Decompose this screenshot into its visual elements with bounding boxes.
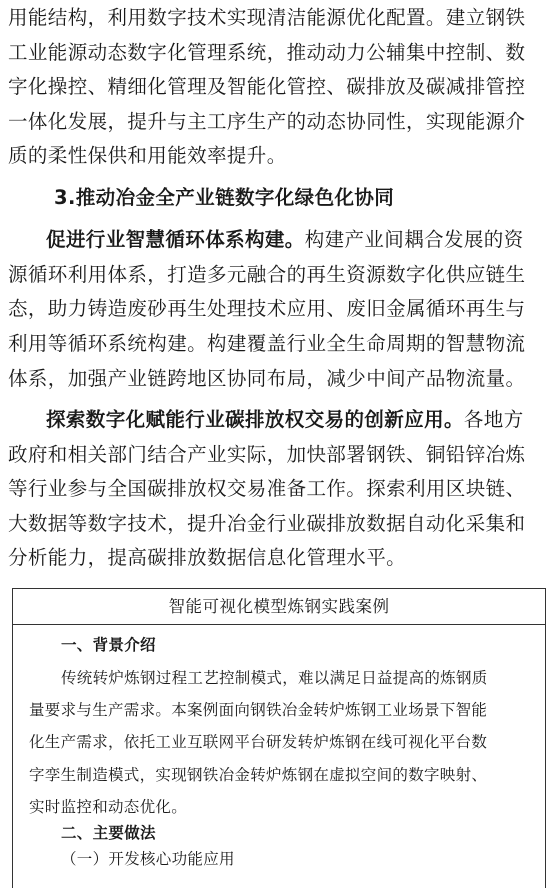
para2-line-3: 等行业参与全国碳排放权交易准备工作。探索利用区块链、 [8,477,526,500]
body-line-4: 一体化发展，提升与主工序生产的动态协同性，实现能源介 [8,110,526,133]
body-line-5: 质的柔性保供和用能效率提升。 [8,144,287,167]
para1-line-3: 态，助力铸造废砂再生处理技术应用、废旧金属循环再生与 [8,297,526,320]
case-section-2-heading: 二、主要做法 [61,824,156,842]
para1-line-5: 体系，加强产业链跨地区协同布局，减少中间产品物流量。 [8,367,526,390]
case-section-1-line-2: 量要求与生产需求。本案例面向钢铁冶金转炉炼钢工业场景下智能 [29,701,488,719]
case-section-1-line-1: 传统转炉炼钢过程工艺控制模式，难以满足日益提高的炼钢质 [61,669,488,687]
case-section-1-heading: 一、背景介绍 [61,636,156,654]
para1-first-line-rest: 构建产业间耦合发展的资 [304,228,524,251]
para1-line-4: 利用等循环系统构建。构建覆盖行业全生命周期的智慧物流 [8,332,526,355]
para1-first-line [46,227,549,253]
para2-line-4: 大数据等数字技术，提升冶金行业碳排放数据自动化采集和 [8,512,526,535]
para1-lead: 促进行业智慧循环体系构建。 [46,228,305,251]
para2-first-line-rest: 各地方 [463,408,524,431]
case-subsection-1-heading: （一）开发核心功能应用 [61,850,235,868]
body-line-2: 工业能源动态数字化管理系统，推动动力公辅集中控制、数 [8,41,526,64]
case-section-1-line-4: 字孪生制造模式，实现钢铁冶金转炉炼钢在虚拟空间的数字映射、 [29,766,488,784]
case-study-title: 智能可视化模型炼钢实践案例 [13,589,545,625]
case-section-1-line-3: 化生产需求，依托工业互联网平台研发转炉炼钢在线可视化平台数 [29,733,488,751]
section-3-heading: 3.推动冶金全产业链数字化绿色化协同 [54,186,395,209]
body-line-3: 字化操控、精细化管理及智能化管控、碳排放及碳减排管控 [8,75,526,98]
para2-line-2: 政府和相关部门结合产业实际，加快部署钢铁、铜铅锌冶炼 [8,443,526,466]
body-line-1: 用能结构，利用数字技术实现清洁能源优化配置。建立钢铁 [8,6,526,29]
case-study-box [12,588,546,888]
case-section-1-line-5: 实时监控和动态优化。 [29,798,188,816]
para2-first-line [46,407,549,433]
para1-line-2: 源循环利用体系，打造多元融合的再生资源数字化供应链生 [8,263,526,286]
para2-line-5: 分析能力，提高碳排放数据信息化管理水平。 [8,546,407,569]
para2-lead: 探索数字化赋能行业碳排放权交易的创新应用。 [46,408,464,431]
